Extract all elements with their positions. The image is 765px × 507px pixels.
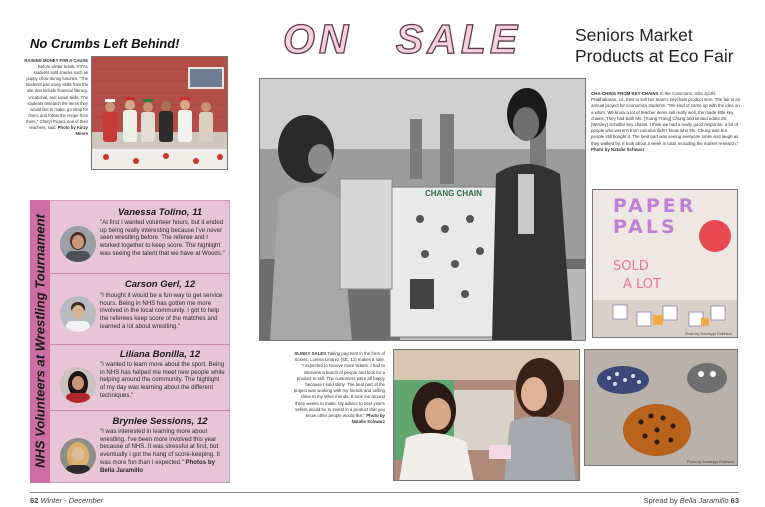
photo-painted-rocks — [584, 349, 738, 466]
quote-text-carson: "I thought it would be a fun way to get service hours. Being in NHS has gotten me more involved in the local community. I got to help the referees keep score of the matches and learned a lot about wrestling." — [100, 292, 223, 330]
paper-pals-sign: PAPER PALS — [613, 195, 697, 238]
photo-snack-sale — [91, 56, 228, 170]
quote-text-brynlee-body: "I was interested in learning more about wrestling. I've been more involved this year because of NHS. It was stressful at first, but eventually I got the hang of score-keeping. It was more fun than I expected." — [100, 428, 220, 466]
photo-keychain-booth — [259, 78, 586, 341]
headline-on-sale-word2: SALE — [395, 16, 522, 62]
nhs-sidebar-title: NHS Volunteers at Wrestling Tournament — [32, 214, 48, 468]
quote-text-vanessa: "At first I wanted volunteer hours, but it ended up being really interesting because I've never seen wrestling before. The referee and I worked together to keep score. The highlight was seeing the talent that we have at Woods." — [100, 219, 225, 257]
caption-credit: Photo by Kinzy Moore — [57, 125, 88, 137]
portrait-liliana — [60, 367, 96, 403]
photo-paper-pals — [592, 189, 738, 338]
portrait-carson — [60, 296, 96, 332]
svg-text:SOLD: SOLD — [613, 259, 649, 274]
photo-credit: Photo by Sonneyya Robinson — [687, 460, 735, 464]
nhs-sidebar-spine — [30, 200, 50, 483]
photo-credit: Photo by Sonneyya Robinson — [685, 332, 733, 336]
portrait-brynlee — [60, 438, 96, 474]
page-number-right: 63 — [730, 496, 739, 505]
quote-divider — [50, 344, 230, 345]
footer-author: Bella Jaramillo — [679, 496, 729, 505]
footer-right — [600, 496, 739, 505]
caption-lead: CHA-CHING FROM KEY CHAINS — [591, 91, 659, 96]
caption-raising-money — [24, 58, 88, 137]
caption-body: Before winter break, VITAL students sold snacks such as puppy chow during lunches. "The students pair many skills from the site that include financial literacy, vocational, and social skills. The students research the items they would like to make, go shop for them, and follow the recipe from there," Cheryl Picard, one of their teachers, said. — [25, 64, 88, 131]
caption-credit: Photo by Natalie Schwarz — [591, 146, 645, 152]
quote-divider — [50, 410, 230, 411]
quote-divider — [50, 273, 230, 274]
caption-lead: SLINKY SALES — [294, 351, 327, 356]
photo-slime-sale — [393, 349, 580, 481]
footer-rule-right — [383, 492, 739, 493]
caption-body: In the Commons, Isha Jyothi Prabhakaran, 12, tries to sell her team's keychain product item. The fair is an annual project for economics students. "We kind of came up with the idea on a whim. We know a lot of teacher items sell really well, the made little key chains. They had both Ms. [Tuong-Trang] Chung and limited editor Mr. [Wesley] Schaffer key chains. I think we had a really good response, a lot of people who weren't from calculus didn't know who Ms. Chung was but people still bought it. The best part was seeing everyone smile and laugh as they walked by. It took about a week in total, including the market research." — [591, 91, 741, 146]
footer-left — [30, 496, 103, 505]
display-board-title: CHANG CHAIN — [425, 189, 482, 198]
caption-credit: Photo by Natalie Schwarz — [351, 413, 385, 425]
quote-name-carson: Carson Gerl, 12 — [124, 279, 196, 290]
caption-slinky-sales — [293, 351, 385, 425]
footer-spread-label: Spread by — [643, 496, 678, 505]
caption-lead: RAISING MONEY FOR A CAUSE — [24, 58, 88, 63]
quote-credit: Photos by Bella Jaramillo — [100, 458, 215, 474]
headline-subtitle: Seniors Market Products at Eco Fair — [575, 25, 734, 66]
quote-name-liliana: Liliana Bonilla, 12 — [119, 349, 201, 360]
caption-cha-ching — [591, 91, 741, 153]
svg-text:A LOT: A LOT — [623, 277, 661, 292]
quote-name-brynlee: Brynlee Sessions, 12 — [112, 416, 208, 427]
portrait-vanessa — [60, 226, 96, 262]
headline-no-crumbs: No Crumbs Left Behind! — [30, 36, 180, 51]
headline-on-sale — [283, 16, 521, 63]
page-number-left: 62 — [30, 496, 39, 505]
quote-text-brynlee — [100, 428, 226, 474]
caption-body: Taking payment in the form of tickets, Lorena Linarez (SE, 12) makes a sale. "I expected to receive more tickets. I had to interview a bunch of people and look for a product to sell. The customers were all happy because I sold slimy. The best part of the project was working with my friends and selling slime to my other friends. It took me around three weeks to make. My advice to next year's sellers would be to invest in a product that you know other people would like." — [293, 351, 385, 419]
footer-rule-left — [30, 492, 383, 493]
headline-on-sale-word1: ON — [283, 16, 353, 62]
quote-text-liliana: "I wanted to learn more about the sport. Being in NHS has helped me meet new people while helping around the community. The highlight of my day was learning about the different techniques." — [100, 361, 225, 399]
quote-name-vanessa: Vanessa Tolino, 11 — [117, 207, 203, 218]
footer-section: Winter - December — [40, 496, 104, 505]
